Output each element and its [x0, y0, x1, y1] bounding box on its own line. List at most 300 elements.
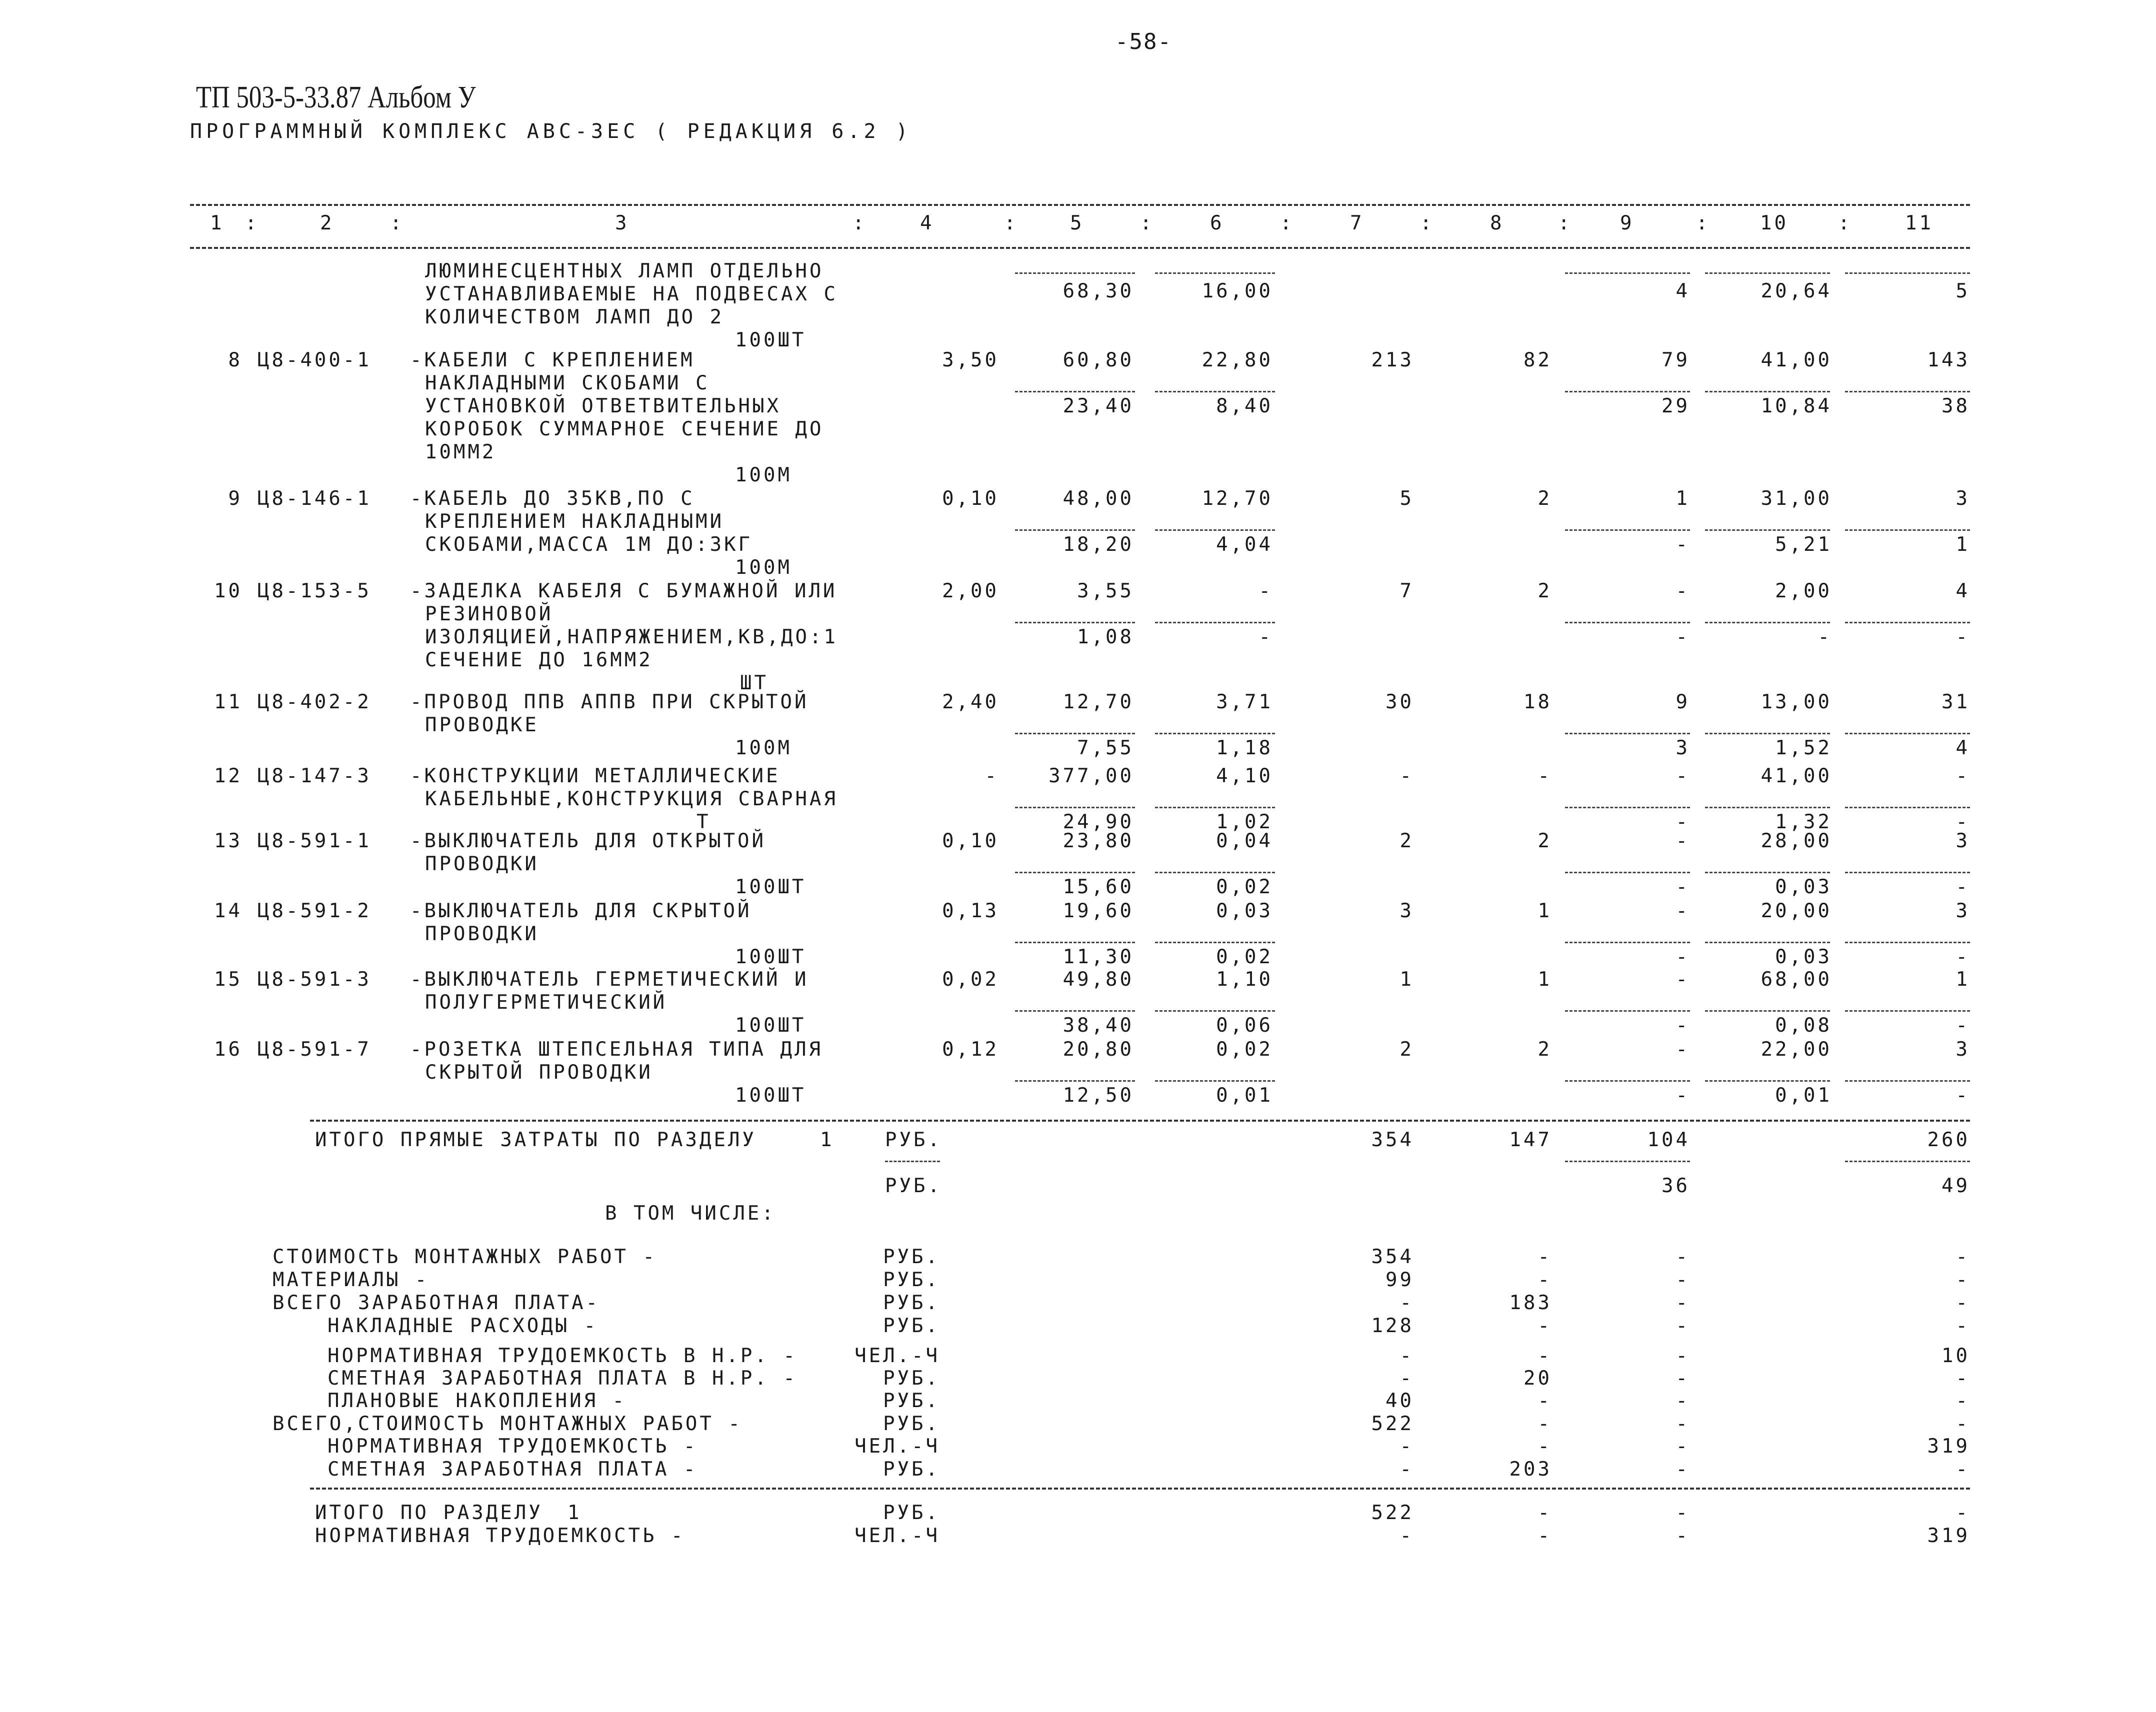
cell-c10-second: 20,64: [1760, 280, 1832, 302]
sub-rule: [1565, 272, 1690, 274]
cell-c7: 5: [1400, 487, 1414, 510]
summary-c7: 40: [1386, 1390, 1414, 1412]
cell-c6-second: 8,40: [1216, 395, 1273, 417]
summary-c8: -: [1538, 1345, 1552, 1367]
sub-rule: [1705, 872, 1830, 873]
summary-unit: РУБ.: [883, 1367, 940, 1390]
sub-rule: [1155, 733, 1275, 734]
summary-c11: -: [1956, 1315, 1970, 1337]
cell-c11: 3: [1956, 900, 1970, 922]
cell-c11-second: 4: [1956, 737, 1970, 759]
cell-c4: 2,40: [942, 691, 999, 713]
cell-c8: 1: [1538, 968, 1552, 991]
summary-label: СМЕТНАЯ ЗАРАБОТНАЯ ПЛАТА -: [328, 1458, 698, 1481]
cell-c5-second: 11,30: [1062, 946, 1134, 968]
cell-c6: 0,03: [1216, 900, 1273, 922]
cell-c5: 3,55: [1077, 580, 1134, 602]
item-code: Ц8-153-5: [258, 580, 372, 602]
summary-c7: 99: [1386, 1269, 1414, 1291]
sub-rule: [1565, 529, 1690, 531]
item-code: Ц8-402-2: [258, 691, 372, 713]
sub-rule: [1015, 807, 1135, 808]
cell-c10: 22,00: [1760, 1038, 1832, 1061]
cell-c11-second: -: [1956, 1014, 1970, 1037]
cell-c5-second: 15,60: [1062, 876, 1134, 898]
column-separator: :: [1280, 212, 1294, 234]
cell-c6-second: 1,02: [1216, 811, 1273, 833]
cell-c4: 0,10: [942, 830, 999, 852]
summary-c9: -: [1676, 1435, 1690, 1458]
summary-c11: -: [1956, 1413, 1970, 1435]
cell-c5: 60,80: [1062, 349, 1134, 371]
item-number: 12: [214, 765, 242, 787]
sub-rule: [1705, 529, 1830, 531]
item-number: 16: [214, 1038, 242, 1061]
cell-c10: 20,00: [1760, 900, 1832, 922]
sub-rule: [1845, 733, 1970, 734]
sub-rule: [1565, 942, 1690, 943]
cell-c9: -: [1676, 580, 1690, 602]
sub-rule: [1155, 942, 1275, 943]
total-direct-unit: РУБ.: [885, 1175, 942, 1197]
cell-c10-second: -: [1818, 626, 1832, 648]
cell-c5: 23,80: [1062, 830, 1134, 852]
sub-rule: [1845, 1080, 1970, 1082]
cell-c9-second: -: [1676, 626, 1690, 648]
sub-rule: [1155, 622, 1275, 623]
cell-c8: 2: [1538, 830, 1552, 852]
cell-c10-second: 0,03: [1775, 946, 1832, 968]
final-c7: -: [1400, 1525, 1414, 1547]
cell-c6: 12,70: [1202, 487, 1273, 510]
cell-c7: 3: [1400, 900, 1414, 922]
total-direct-label: ИТОГО ПРЯМЫЕ ЗАТРАТЫ ПО РАЗДЕЛУ: [315, 1129, 756, 1151]
cell-c7: -: [1400, 765, 1414, 787]
cell-c8: 2: [1538, 1038, 1552, 1061]
sub-rule: [1155, 872, 1275, 873]
item-description: СКРЫТОЙ ПРОВОДКИ: [425, 1061, 653, 1084]
final-label: ИТОГО ПО РАЗДЕЛУ: [315, 1502, 543, 1524]
summary-label: НОРМАТИВНАЯ ТРУДОЕМКОСТЬ -: [328, 1435, 698, 1458]
column-separator: :: [1838, 212, 1852, 234]
summary-unit: РУБ.: [883, 1269, 940, 1291]
sub-rule: [1845, 1161, 1970, 1162]
cell-c6-second: -: [1258, 626, 1273, 648]
column-separator: :: [1004, 212, 1018, 234]
cell-c6: 0,02: [1216, 1038, 1273, 1061]
summary-label: ПЛАНОВЫЕ НАКОПЛЕНИЯ -: [328, 1390, 627, 1412]
sub-rule: [1705, 622, 1830, 623]
cell-c10: 28,00: [1760, 830, 1832, 852]
summary-c9: -: [1676, 1345, 1690, 1367]
cell-c9-second: 3: [1676, 737, 1690, 759]
column-separator: :: [1696, 212, 1710, 234]
summary-c8: -: [1538, 1315, 1552, 1337]
cell-c6-second: 1,18: [1216, 737, 1273, 759]
summary-c8: -: [1538, 1390, 1552, 1412]
cell-c11: -: [1956, 765, 1970, 787]
column-header: 10: [1760, 212, 1788, 234]
summary-c9: -: [1676, 1246, 1690, 1268]
cell-c5: 49,80: [1062, 968, 1134, 991]
cell-c9-second: -: [1676, 811, 1690, 833]
cell-c5: 377,00: [1048, 765, 1134, 787]
sub-rule: [1015, 391, 1135, 392]
total-direct-section: 1: [820, 1129, 834, 1151]
sub-rule: [1565, 391, 1690, 392]
sub-rule: [1845, 391, 1970, 392]
column-header: 4: [920, 212, 934, 234]
item-description: -КАБЕЛИ С КРЕПЛЕНИЕМ: [410, 349, 695, 371]
cell-c5-second: 7,55: [1077, 737, 1134, 759]
cell-c5: 19,60: [1062, 900, 1134, 922]
column-separator: :: [1420, 212, 1434, 234]
cell-c10-second: 0,01: [1775, 1084, 1832, 1107]
item-code: Ц8-147-3: [258, 765, 372, 787]
item-description: НАКЛАДНЫМИ СКОБАМИ С: [425, 372, 710, 394]
summary-c11: 10: [1942, 1345, 1970, 1367]
cell-c6-second: 0,06: [1216, 1014, 1273, 1037]
cell-c10: 68,00: [1760, 968, 1832, 991]
item-description: ЛЮМИНЕСЦЕНТНЫХ ЛАМП ОТДЕЛЬНО: [425, 260, 824, 282]
cell-c9: -: [1676, 765, 1690, 787]
cell-c11: 3: [1956, 487, 1970, 510]
column-header: 1: [210, 212, 224, 234]
summary-c11: -: [1956, 1458, 1970, 1481]
summary-label: МАТЕРИАЛЫ -: [272, 1269, 430, 1291]
item-description: -РОЗЕТКА ШТЕПСЕЛЬНАЯ ТИПА ДЛЯ: [410, 1038, 823, 1061]
item-description: СЕЧЕНИЕ ДО 16ММ2: [425, 649, 653, 671]
item-description: КОРОБОК СУММАРНОЕ СЕЧЕНИЕ ДО: [425, 418, 824, 440]
cell-c9-second: 29: [1662, 395, 1690, 417]
summary-c9: -: [1676, 1458, 1690, 1481]
column-header: 6: [1210, 212, 1224, 234]
cell-c9: 9: [1676, 691, 1690, 713]
sub-rule: [1845, 529, 1970, 531]
final-unit: ЧЕЛ.-Ч: [854, 1525, 940, 1547]
cell-c10: 31,00: [1760, 487, 1832, 510]
total-direct-c9-second: 36: [1662, 1175, 1690, 1197]
summary-unit: РУБ.: [883, 1315, 940, 1337]
header-rule-bottom: [190, 247, 1970, 249]
cell-c9-second: -: [1676, 1014, 1690, 1037]
column-header: 3: [615, 212, 630, 234]
cell-c9-second: -: [1676, 946, 1690, 968]
cell-c11-second: -: [1956, 626, 1970, 648]
cell-c10-second: 1,52: [1775, 737, 1832, 759]
column-separator: :: [1558, 212, 1572, 234]
item-description: СКОБАМИ,МАССА 1М ДО:3КГ: [425, 533, 753, 556]
cell-c9: -: [1676, 1038, 1690, 1061]
cell-c7: 213: [1371, 349, 1414, 371]
cell-c11-second: -: [1956, 1084, 1970, 1107]
item-unit: 100ШТ: [735, 946, 806, 968]
summary-unit: РУБ.: [883, 1458, 940, 1481]
summary-c9: -: [1676, 1367, 1690, 1390]
summary-unit: РУБ.: [883, 1390, 940, 1412]
page-number: -58-: [1115, 29, 1172, 54]
summary-c8: -: [1538, 1269, 1552, 1291]
sub-rule: [1015, 872, 1135, 873]
cell-c10-second: 1,32: [1775, 811, 1832, 833]
cell-c11: 143: [1927, 349, 1970, 371]
summary-c8: -: [1538, 1435, 1552, 1458]
cell-c10: 41,00: [1760, 765, 1832, 787]
total-direct-c11-second: 49: [1942, 1175, 1970, 1197]
final-c11: 319: [1927, 1525, 1970, 1547]
item-unit: 100ШТ: [735, 329, 806, 351]
cell-c9: 1: [1676, 487, 1690, 510]
summary-c11: -: [1956, 1367, 1970, 1390]
cell-c11-second: -: [1956, 946, 1970, 968]
sub-rule: [885, 1161, 940, 1162]
summary-label: ВСЕГО ЗАРАБОТНАЯ ПЛАТА-: [272, 1292, 600, 1314]
sub-rule: [1705, 1010, 1830, 1012]
item-description: ПРОВОДКИ: [425, 853, 539, 875]
cell-c4: 3,50: [942, 349, 999, 371]
sub-rule: [1565, 872, 1690, 873]
summary-c11: 319: [1927, 1435, 1970, 1458]
cell-c11-second: 5: [1956, 280, 1970, 302]
summary-c7: -: [1400, 1458, 1414, 1481]
item-unit: 100ШТ: [735, 1084, 806, 1107]
total-direct-c9: 104: [1647, 1129, 1690, 1151]
cell-c5: 48,00: [1062, 487, 1134, 510]
cell-c10-second: 5,21: [1775, 533, 1832, 556]
summary-c11: -: [1956, 1246, 1970, 1268]
item-code: Ц8-591-1: [258, 830, 372, 852]
cell-c6-second: 0,01: [1216, 1084, 1273, 1107]
cell-c5-second: 38,40: [1062, 1014, 1134, 1037]
summary-unit: РУБ.: [883, 1246, 940, 1268]
sub-rule: [1845, 872, 1970, 873]
summary-label: ВСЕГО,СТОИМОСТЬ МОНТАЖНЫХ РАБОТ -: [272, 1413, 742, 1435]
cell-c11: 3: [1956, 1038, 1970, 1061]
sub-rule: [1845, 272, 1970, 274]
total-direct-c11: 260: [1927, 1129, 1970, 1151]
cell-c6-second: 0,02: [1216, 946, 1273, 968]
cell-c5-second: 1,08: [1077, 626, 1134, 648]
cell-c5-second: 12,50: [1062, 1084, 1134, 1107]
item-description: УСТАНАВЛИВАЕМЫЕ НА ПОДВЕСАХ С: [425, 283, 838, 305]
cell-c11-second: 38: [1942, 395, 1970, 417]
cell-c8: 2: [1538, 487, 1552, 510]
cell-c11-second: -: [1956, 811, 1970, 833]
cell-c7: 2: [1400, 830, 1414, 852]
item-number: 15: [214, 968, 242, 991]
item-number: 9: [228, 487, 242, 510]
final-c7: 522: [1371, 1502, 1414, 1524]
sub-rule: [1845, 622, 1970, 623]
item-description: УСТАНОВКОЙ ОТВЕТВИТЕЛЬНЫХ: [425, 395, 781, 417]
cell-c6: 0,04: [1216, 830, 1273, 852]
summary-c9: -: [1676, 1315, 1690, 1337]
column-separator: :: [245, 212, 260, 234]
cell-c6-second: 4,04: [1216, 533, 1273, 556]
item-description: РЕЗИНОВОЙ: [425, 603, 554, 625]
cell-c6-second: 16,00: [1202, 280, 1273, 302]
summary-unit: ЧЕЛ.-Ч: [854, 1345, 940, 1367]
column-header: 8: [1490, 212, 1504, 234]
cell-c5-second: 24,90: [1062, 811, 1134, 833]
final-c9: -: [1676, 1525, 1690, 1547]
item-description: ПРОВОДКИ: [425, 923, 539, 945]
cell-c10-second: 0,03: [1775, 876, 1832, 898]
item-unit: ШТ: [740, 672, 768, 694]
final-rule: [310, 1488, 1970, 1490]
cell-c8: 1: [1538, 900, 1552, 922]
cell-c8: 82: [1524, 349, 1552, 371]
item-description: -КАБЕЛЬ ДО 35КВ,ПО С: [410, 487, 695, 510]
cell-c9: 79: [1662, 349, 1690, 371]
cell-c10-second: 10,84: [1760, 395, 1832, 417]
column-separator: :: [852, 212, 867, 234]
cell-c8: -: [1538, 765, 1552, 787]
cell-c10: 2,00: [1775, 580, 1832, 602]
item-description: -КОНСТРУКЦИИ МЕТАЛЛИЧЕСКИЕ: [410, 765, 780, 787]
summary-c7: 354: [1371, 1246, 1414, 1268]
cell-c5-second: 68,30: [1062, 280, 1134, 302]
cell-c8: 2: [1538, 580, 1552, 602]
item-code: Ц8-146-1: [258, 487, 372, 510]
cell-c4: 0,12: [942, 1038, 999, 1061]
final-c8: -: [1538, 1525, 1552, 1547]
cell-c10: 41,00: [1760, 349, 1832, 371]
cell-c6: 1,10: [1216, 968, 1273, 991]
total-direct-c8: 147: [1509, 1129, 1552, 1151]
sub-rule: [1565, 1161, 1690, 1162]
sub-rule: [1155, 807, 1275, 808]
final-c11: -: [1956, 1502, 1970, 1524]
sub-rule: [1015, 942, 1135, 943]
item-unit: 100М: [735, 556, 792, 579]
cell-c10-second: 0,08: [1775, 1014, 1832, 1037]
cell-c4: 0,02: [942, 968, 999, 991]
sub-rule: [1155, 1080, 1275, 1082]
header-rule-top: [190, 204, 1970, 206]
item-number: 13: [214, 830, 242, 852]
totals-rule: [310, 1120, 1970, 1122]
final-c8: -: [1538, 1502, 1552, 1524]
cell-c6: 22,80: [1202, 349, 1273, 371]
item-unit: 100ШТ: [735, 1014, 806, 1037]
cell-c9: -: [1676, 900, 1690, 922]
cell-c4: 0,13: [942, 900, 999, 922]
column-separator: :: [1140, 212, 1154, 234]
summary-c9: -: [1676, 1269, 1690, 1291]
final-unit: РУБ.: [883, 1502, 940, 1524]
item-code: Ц8-591-7: [258, 1038, 372, 1061]
item-description: ПОЛУГЕРМЕТИЧЕСКИЙ: [425, 991, 668, 1014]
item-description: КОЛИЧЕСТВОМ ЛАМП ДО 2: [425, 306, 724, 328]
cell-c11: 31: [1942, 691, 1970, 713]
summary-c8: 183: [1509, 1292, 1552, 1314]
final-label: НОРМАТИВНАЯ ТРУДОЕМКОСТЬ -: [315, 1525, 686, 1547]
cell-c11: 1: [1956, 968, 1970, 991]
cell-c7: 30: [1386, 691, 1414, 713]
summary-label: НАКЛАДНЫЕ РАСХОДЫ -: [328, 1315, 598, 1337]
sub-rule: [1015, 272, 1135, 274]
sub-rule: [1015, 622, 1135, 623]
item-code: Ц8-591-3: [258, 968, 372, 991]
item-unit: 100ШТ: [735, 876, 806, 898]
column-header: 11: [1905, 212, 1934, 234]
cell-c5-second: 23,40: [1062, 395, 1134, 417]
summary-c9: -: [1676, 1292, 1690, 1314]
summary-label: НОРМАТИВНАЯ ТРУДОЕМКОСТЬ В Н.Р. -: [328, 1345, 798, 1367]
total-direct-unit: РУБ.: [885, 1129, 942, 1151]
item-number: 10: [214, 580, 242, 602]
cell-c11: 4: [1956, 580, 1970, 602]
summary-label: СМЕТНАЯ ЗАРАБОТНАЯ ПЛАТА В Н.Р. -: [328, 1367, 798, 1390]
cell-c6-second: 0,02: [1216, 876, 1273, 898]
item-unit: Т: [696, 811, 711, 833]
summary-c7: 128: [1371, 1315, 1414, 1337]
item-unit: 100М: [735, 464, 792, 486]
item-description: -ВЫКЛЮЧАТЕЛЬ ДЛЯ ОТКРЫТОЙ: [410, 830, 766, 852]
summary-c11: -: [1956, 1292, 1970, 1314]
sub-rule: [1565, 1080, 1690, 1082]
cell-c11-second: -: [1956, 876, 1970, 898]
summary-c11: -: [1956, 1269, 1970, 1291]
summary-c9: -: [1676, 1413, 1690, 1435]
sub-rule: [1155, 529, 1275, 531]
sub-rule: [1565, 807, 1690, 808]
summary-c9: -: [1676, 1390, 1690, 1412]
summary-c7: -: [1400, 1292, 1414, 1314]
cell-c4: 2,00: [942, 580, 999, 602]
cell-c10: 13,00: [1760, 691, 1832, 713]
sub-rule: [1015, 529, 1135, 531]
summary-c7: -: [1400, 1345, 1414, 1367]
item-code: Ц8-400-1: [258, 349, 372, 371]
cell-c7: 7: [1400, 580, 1414, 602]
item-description: -ВЫКЛЮЧАТЕЛЬ ДЛЯ СКРЫТОЙ: [410, 900, 752, 922]
item-description: -ВЫКЛЮЧАТЕЛЬ ГЕРМЕТИЧЕСКИЙ И: [410, 968, 809, 991]
sub-rule: [1845, 942, 1970, 943]
cell-c11-second: 1: [1956, 533, 1970, 556]
sub-rule: [1015, 1080, 1135, 1082]
item-number: 11: [214, 691, 242, 713]
item-description: -ЗАДЕЛКА КАБЕЛЯ С БУМАЖНОЙ ИЛИ: [410, 580, 838, 602]
summary-c8: -: [1538, 1246, 1552, 1268]
sub-rule: [1705, 391, 1830, 392]
summary-c7: -: [1400, 1435, 1414, 1458]
cell-c9-second: -: [1676, 533, 1690, 556]
sub-rule: [1705, 807, 1830, 808]
summary-c8: 203: [1509, 1458, 1552, 1481]
sub-rule: [1705, 733, 1830, 734]
column-header: 5: [1070, 212, 1084, 234]
cell-c9-second: 4: [1676, 280, 1690, 302]
summary-c8: 20: [1524, 1367, 1552, 1390]
cell-c7: 1: [1400, 968, 1414, 991]
total-direct-c7: 354: [1371, 1129, 1414, 1151]
item-description: ПРОВОДКЕ: [425, 714, 539, 736]
summary-c11: -: [1956, 1390, 1970, 1412]
sub-rule: [1845, 1010, 1970, 1012]
program-line: ПРОГРАММНЫЙ КОМПЛЕКС АВС-ЗЕС ( РЕДАКЦИЯ 6.2 ): [190, 120, 912, 143]
cell-c8: 18: [1524, 691, 1552, 713]
item-number: 8: [228, 349, 242, 371]
summary-unit: ЧЕЛ.-Ч: [854, 1435, 940, 1458]
sub-rule: [1155, 1010, 1275, 1012]
item-description: КАБЕЛЬНЫЕ,КОНСТРУКЦИЯ СВАРНАЯ: [425, 788, 838, 810]
item-description: КРЕПЛЕНИЕМ НАКЛАДНЫМИ: [425, 510, 724, 533]
cell-c7: 2: [1400, 1038, 1414, 1061]
sub-rule: [1705, 1080, 1830, 1082]
cell-c9: -: [1676, 968, 1690, 991]
